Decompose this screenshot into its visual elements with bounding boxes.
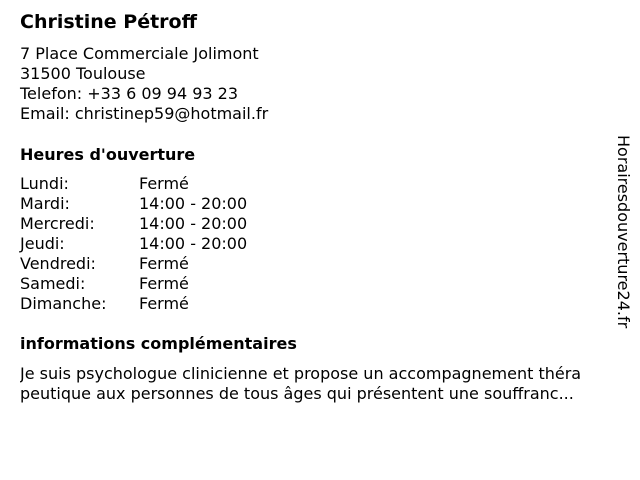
day-label: Jeudi:: [20, 234, 65, 253]
site-watermark: Horairesdouverture24.fr: [614, 135, 633, 329]
hours-row-monday: [20, 174, 247, 194]
contact-details: [20, 44, 268, 124]
hours-row-friday: [20, 254, 247, 274]
time-value: 14:00 - 20:00: [139, 194, 248, 213]
description-line-2: peutique aux personnes de tous âges qui présentent une souffranc...: [20, 384, 574, 403]
hours-row-thursday: [20, 234, 247, 254]
time-value: 14:00 - 20:00: [139, 234, 248, 253]
time-value: Fermé: [139, 274, 189, 293]
description-line-1: Je suis psychologue clinicienne et propose un accompagnement théra: [20, 364, 582, 383]
opening-hours-heading: Heures d'ouverture: [20, 145, 196, 164]
time-value: Fermé: [139, 254, 189, 273]
additional-info-heading: informations complémentaires: [20, 334, 297, 353]
time-value: Fermé: [139, 294, 189, 313]
day-label: Mardi:: [20, 194, 70, 213]
city-postcode: 31500 Toulouse: [20, 64, 146, 83]
hours-row-saturday: [20, 274, 247, 294]
day-label: Samedi:: [20, 274, 86, 293]
time-value: 14:00 - 20:00: [139, 214, 248, 233]
time-value: Fermé: [139, 174, 189, 193]
day-label: Dimanche:: [20, 294, 107, 313]
hours-row-tuesday: [20, 194, 247, 214]
hours-row-wednesday: [20, 214, 247, 234]
description-text: [20, 364, 626, 404]
opening-hours-table: [20, 174, 247, 314]
phone-number: Telefon: +33 6 09 94 93 23: [20, 84, 239, 103]
day-label: Mercredi:: [20, 214, 95, 233]
day-label: Lundi:: [20, 174, 69, 193]
business-name: Christine Pétroff: [20, 11, 197, 33]
hours-row-sunday: [20, 294, 247, 314]
email-address: Email: christinep59@hotmail.fr: [20, 104, 269, 123]
street-address: 7 Place Commerciale Jolimont: [20, 44, 259, 63]
day-label: Vendredi:: [20, 254, 96, 273]
